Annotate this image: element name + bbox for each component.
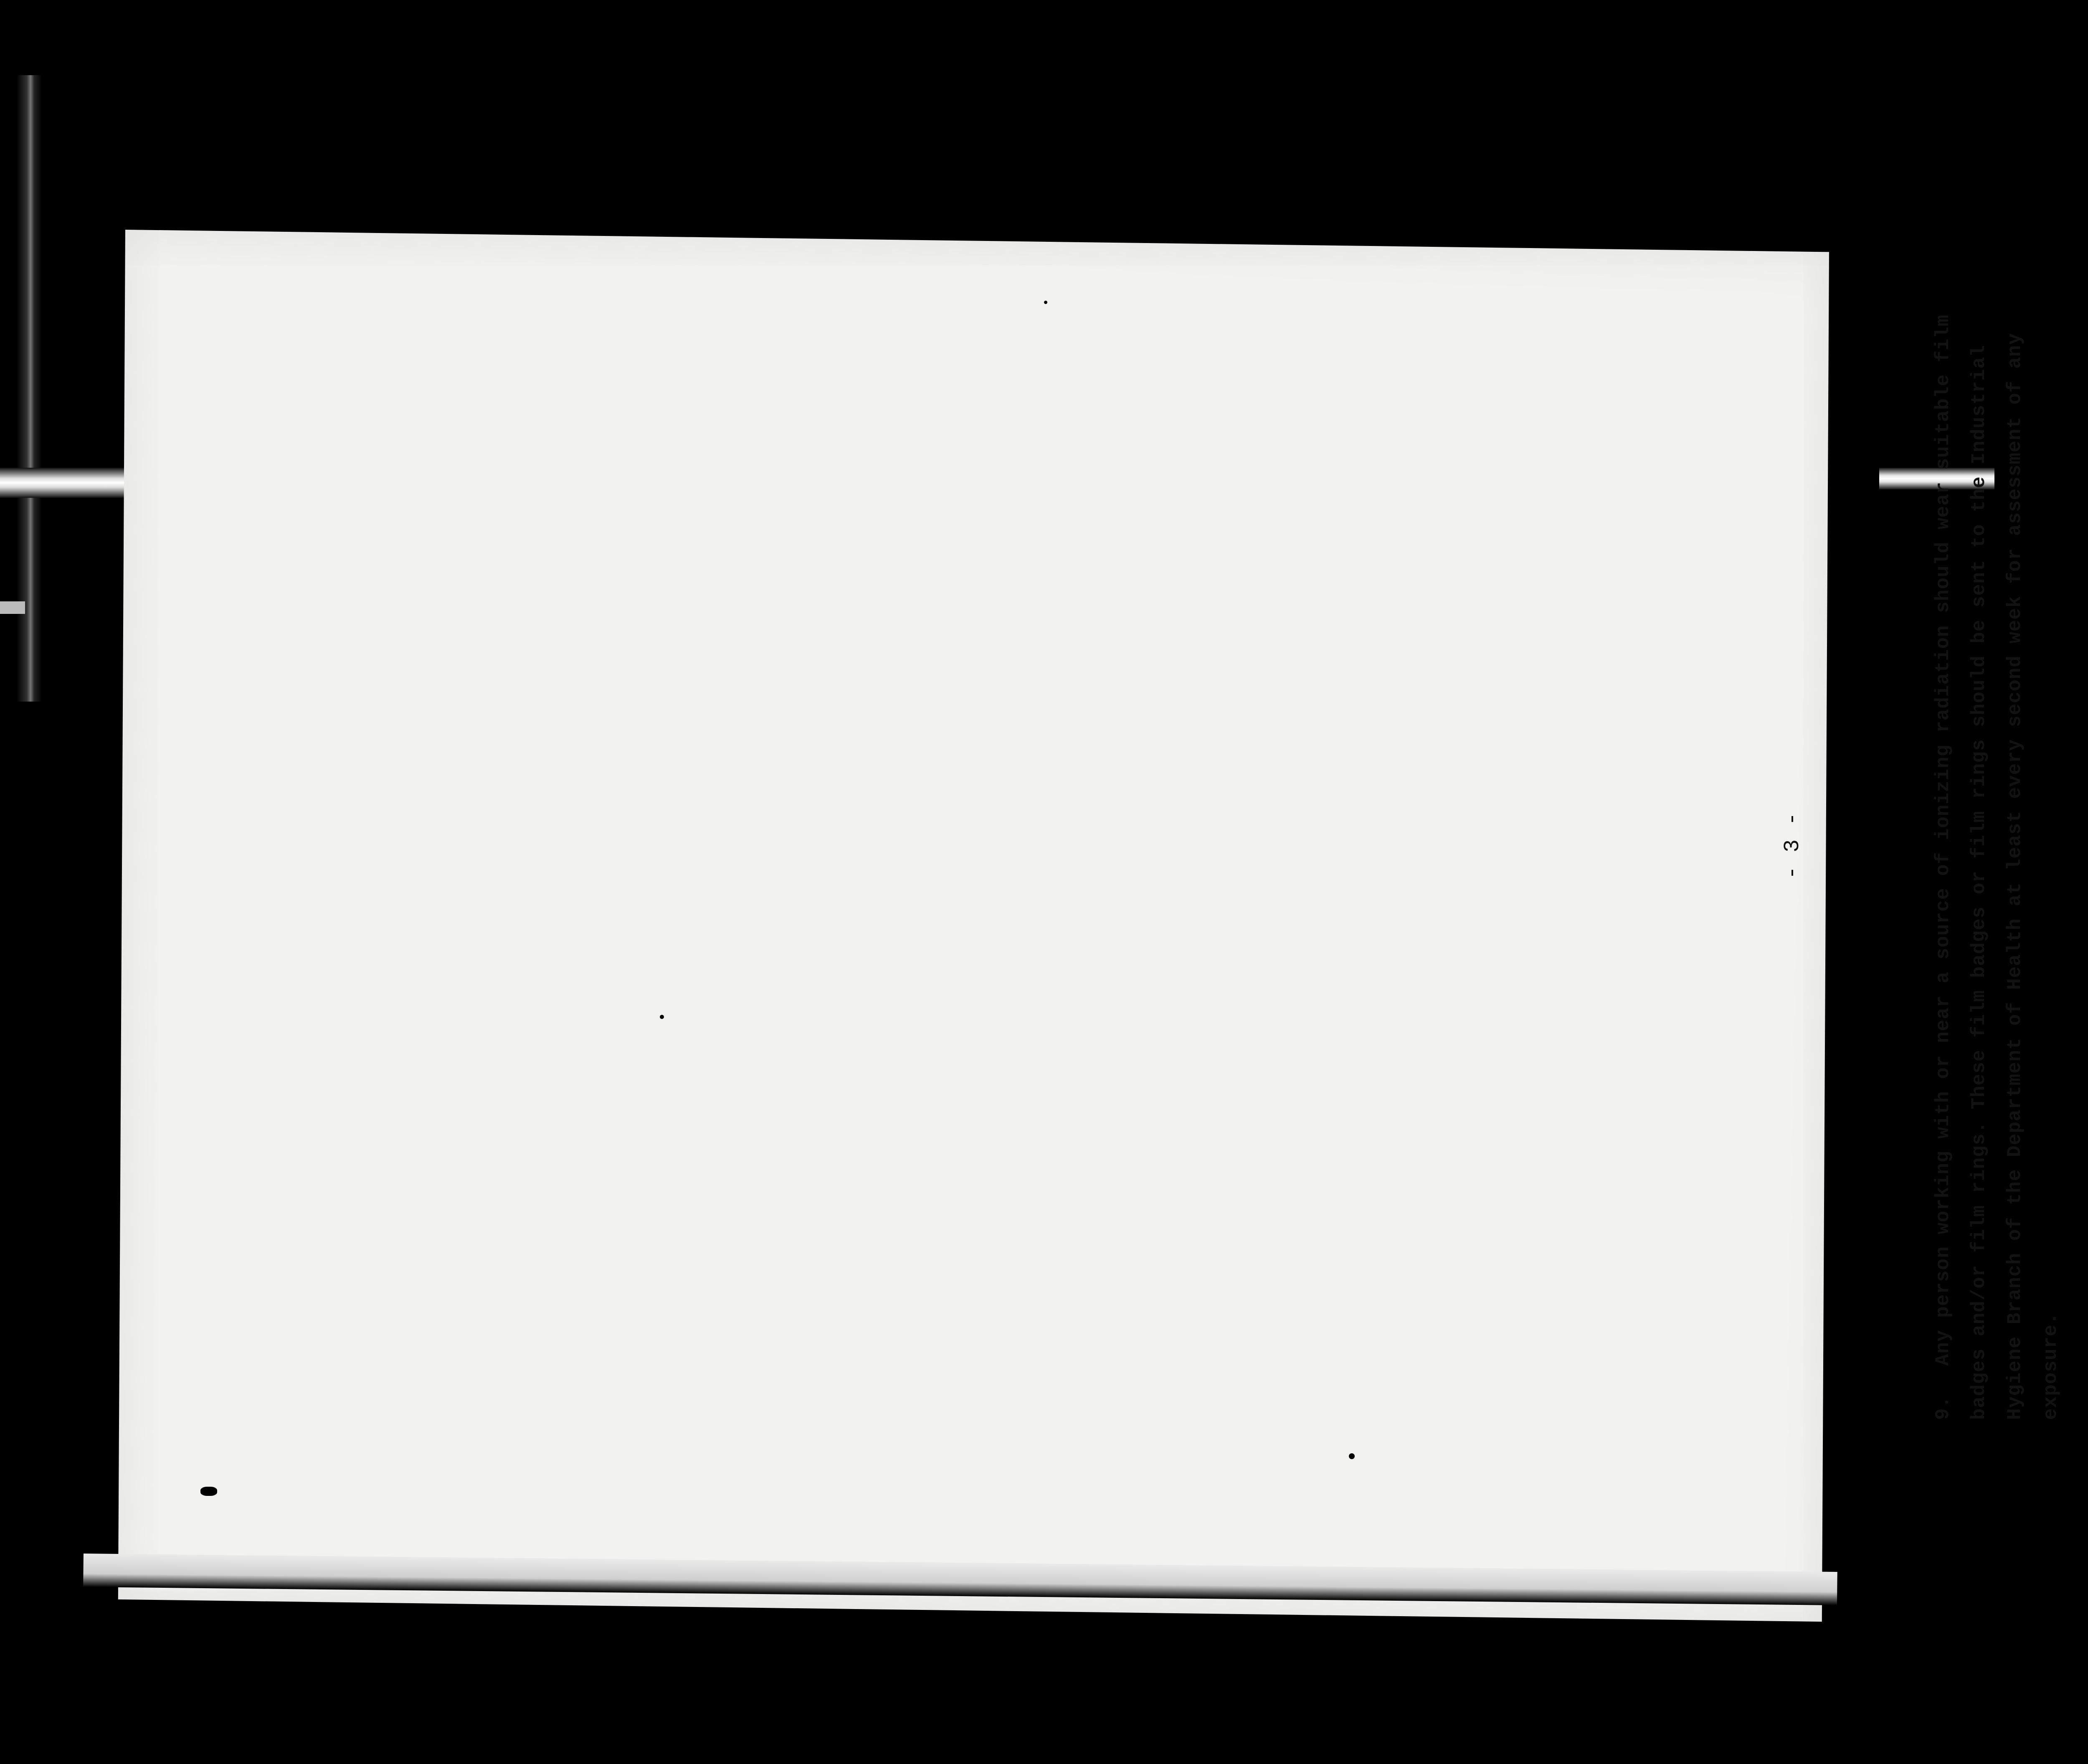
dust-speck bbox=[660, 1015, 664, 1019]
page-number: - 3 - bbox=[1780, 812, 1805, 879]
dust-speck bbox=[1349, 1453, 1355, 1459]
item-number: 9. bbox=[1932, 1396, 1954, 1420]
film-tick-left bbox=[0, 601, 25, 614]
document-page bbox=[1746, 271, 2088, 1420]
dust-speck bbox=[200, 1487, 217, 1496]
list-item-9 bbox=[1925, 271, 2069, 1420]
dust-speck bbox=[1044, 301, 1047, 304]
spacer bbox=[2069, 271, 2088, 1420]
paper-sheet bbox=[118, 230, 1829, 1622]
document-body bbox=[1925, 271, 2088, 1420]
item-text: Any person working with or near a source of ionizing radiation should wear suitable film badges and/or film rings. These film badges or film rings should be sent to the Industrial Hygiene Branch of the Department of Health at least every second week for assessment of any exposure. bbox=[1932, 314, 2062, 1420]
